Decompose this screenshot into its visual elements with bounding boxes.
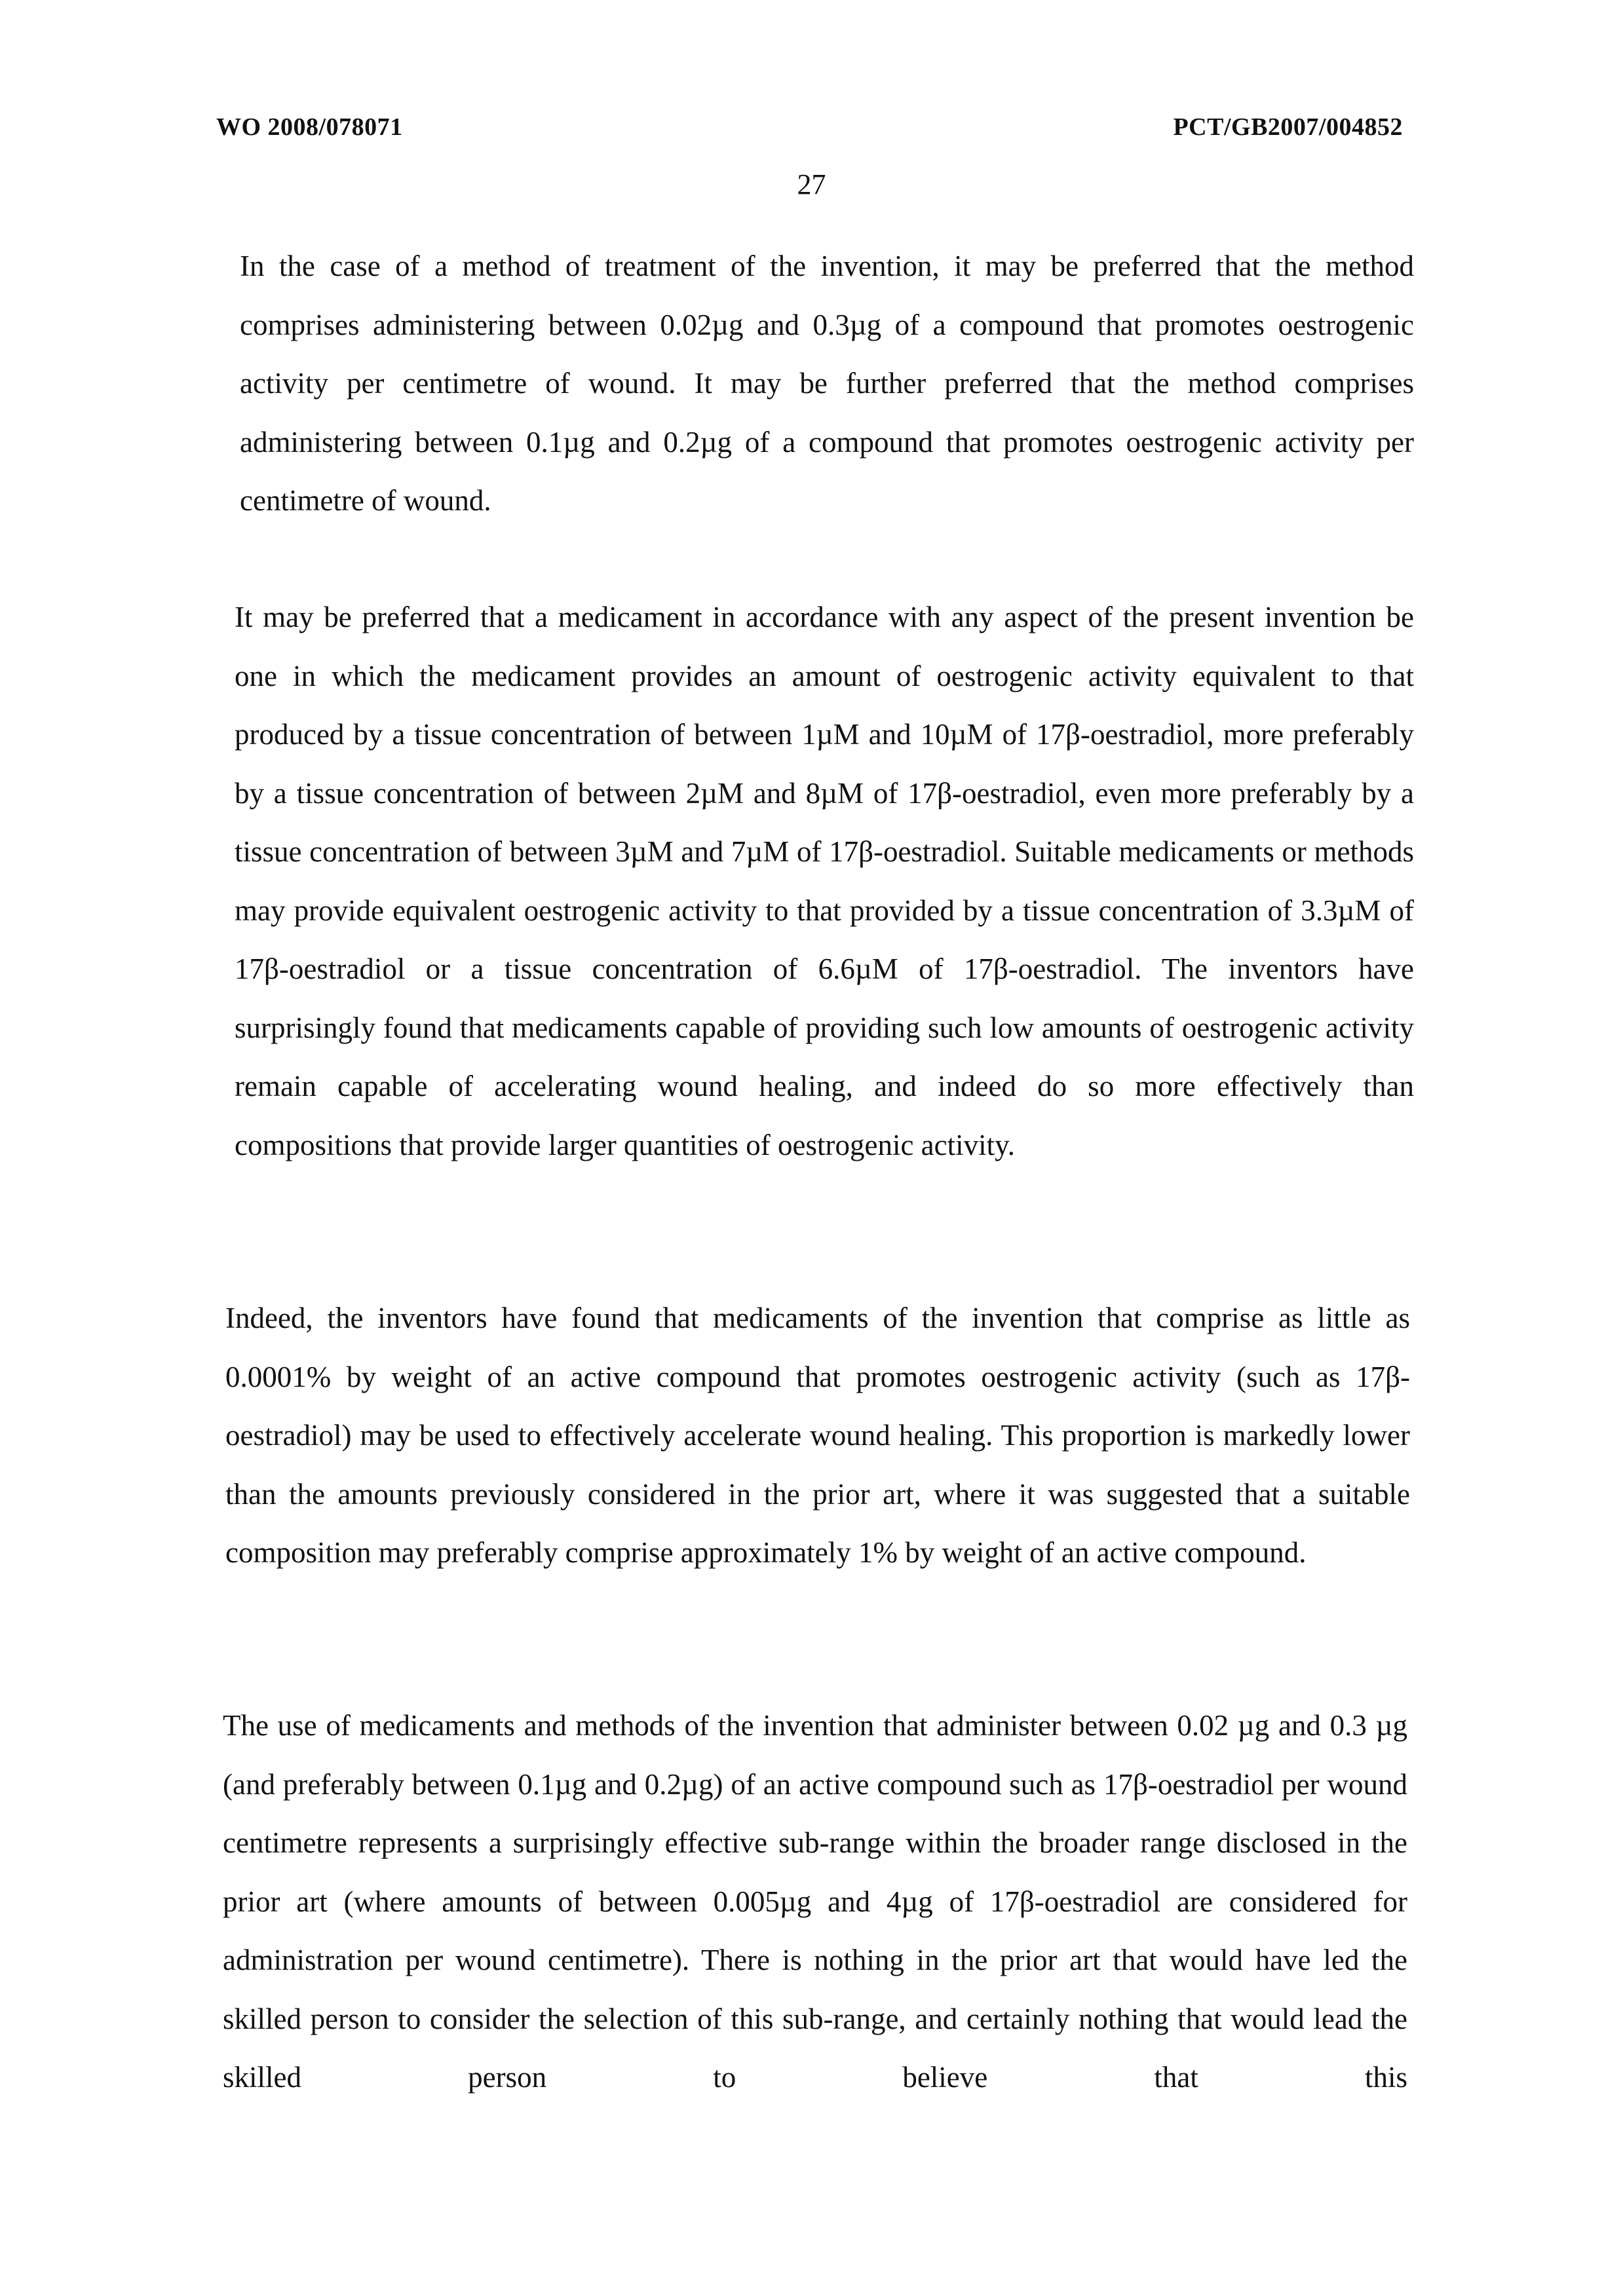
publication-number: WO 2008/078071 [216, 113, 403, 141]
application-number: PCT/GB2007/004852 [1173, 113, 1403, 141]
page-number: 27 [797, 168, 826, 200]
paragraph-method-of-treatment: In the case of a method of treatment of the invention, it may be preferred that the method comprises administering between 0.02µg and 0.3µg of a compound that promotes oestrogenic activity per centimetre of wound. It may be further preferred that the method comprises administering between 0.1µg and 0.2µg of a compound that promotes oestrogenic activity per centimetre of wound. [240, 250, 1414, 517]
paragraph-weight-proportion: Indeed, the inventors have found that medicaments of the invention that comprise as little as 0.0001% by weight of an active compound that promotes oestrogenic activity (such as 17β-oestradiol) may be used to effectively accelerate wound healing. This proportion is markedly lower than the amounts previously considered in the prior art, where it was suggested that a suitable composition may preferably comprise approximately 1% by weight of an active compound. [225, 1302, 1410, 1569]
paragraph-sub-range: The use of medicaments and methods of the invention that administer between 0.02 µg and 0.3 µg (and preferably between 0.1µg and 0.2µg) of an active compound such as 17β-oestradiol per wound centimetre represents a surprisingly effective sub-range within the broader range disclosed in the prior art (where amounts of between 0.005µg and 4µg of 17β-oestradiol are considered for administration per wound centimetre). There is nothing in the prior art that would have led the skilled person to consider the selection of this sub-range, and certainly nothing that would lead the skilled person to believe that this [223, 1709, 1407, 2094]
paragraph-tissue-concentration: It may be preferred that a medicament in accordance with any aspect of the present invention be one in which the medicament provides an amount of oestrogenic activity equivalent to that produced by a tissue concentration of between 1µM and 10µM of 17β-oestradiol, more preferably by a tissue concentration of between 2µM and 8µM of 17β-oestradiol, even more preferably by a tissue concentration of between 3µM and 7µM of 17β-oestradiol. Suitable medicaments or methods may provide equivalent oestrogenic activity to that provided by a tissue concentration of 3.3µM of 17β-oestradiol or a tissue concentration of 6.6µM of 17β-oestradiol. The inventors have surprisingly found that medicaments capable of providing such low amounts of oestrogenic activity remain capable of accelerating wound healing, and indeed do so more effectively than compositions that provide larger quantities of oestrogenic activity. [235, 601, 1414, 1161]
